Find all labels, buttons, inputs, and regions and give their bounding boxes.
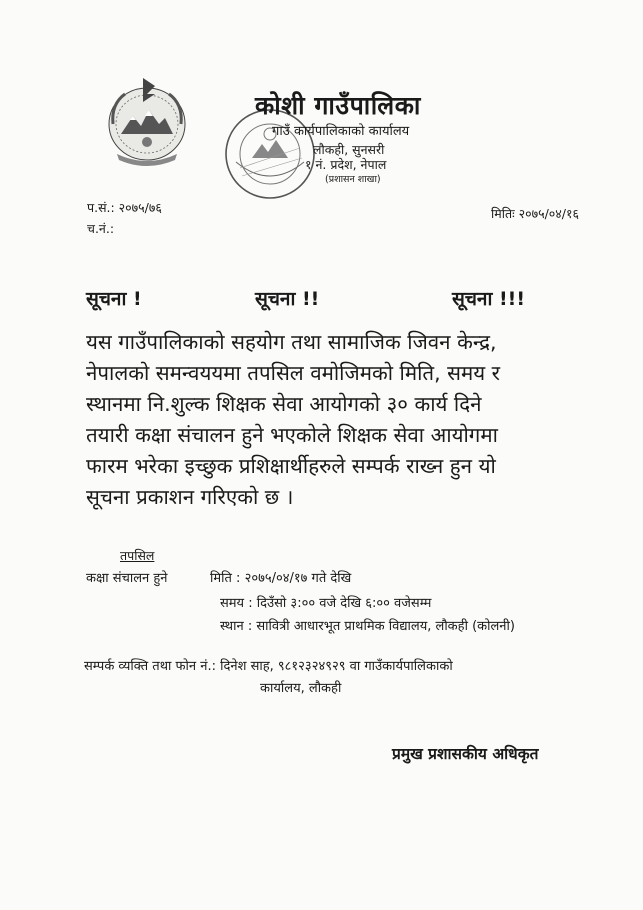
details-heading: तपसिल bbox=[120, 548, 155, 563]
body-line: नेपालको समन्वययमा तपसिल वमोजिमको मिति, समय र bbox=[86, 361, 501, 385]
body-line: सूचना प्रकाशन गरिएको छ । bbox=[86, 485, 294, 509]
office-address: लौकही, सुनसरी bbox=[313, 142, 385, 157]
contact-line-continued: कार्यालय, लौकही bbox=[260, 681, 342, 696]
signatory-title: प्रमुख प्रशासकीय अधिकृत bbox=[392, 745, 539, 763]
body-line: स्थानमा नि.शुल्क शिक्षक सेवा आयोगको ३० कार्य दिने bbox=[86, 392, 482, 416]
office-section: (प्रशासन शाखा) bbox=[325, 174, 381, 185]
letter-date: मितिः २०७५/०४/१६ bbox=[491, 206, 579, 221]
notice-heading-1: सूचना ! bbox=[86, 288, 142, 310]
dispatch-number: च.नं.: bbox=[87, 221, 115, 236]
office-province: १ नं. प्रदेश, नेपाल bbox=[305, 157, 387, 172]
nepal-emblem-icon bbox=[103, 74, 191, 170]
letter-number: प.सं.: २०७५/७६ bbox=[87, 200, 162, 215]
body-line: यस गाउँपालिकाको सहयोग तथा सामाजिक जिवन केन्द्र, bbox=[86, 330, 497, 354]
notice-body bbox=[86, 327, 616, 513]
office-name: कोशी गाउँपालिका bbox=[255, 91, 421, 120]
details-label: कक्षा संचालन हुने bbox=[86, 571, 168, 586]
body-line: तयारी कक्षा संचालन हुने भएकोले शिक्षक सेवा आयोगमा bbox=[86, 423, 498, 447]
notice-heading-2: सूचना !! bbox=[255, 288, 320, 310]
details-date-row: मिति : २०७५/०४/१७ गते देखि bbox=[210, 571, 352, 586]
office-subtitle: गाउँ कार्यपालिकाको कार्यालय bbox=[272, 124, 410, 139]
contact-line: सम्पर्क व्यक्ति तथा फोन नं.: दिनेश साह, ९८१२३२४९२९ वा गाउँकार्यपालिकाको bbox=[84, 659, 453, 674]
body-line: फारम भरेका इच्छुक प्रशिक्षार्थीहरुले सम्पर्क राख्न हुन यो bbox=[86, 454, 496, 478]
details-venue-row: स्थान : सावित्री आधारभूत प्राथमिक विद्यालय, लौकही (कोलनी) bbox=[220, 619, 515, 634]
notice-heading-3: सूचना !!! bbox=[452, 288, 525, 310]
details-time-row: समय : दिउँसो ३:०० वजे देखि ६:०० वजेसम्म bbox=[220, 596, 432, 611]
